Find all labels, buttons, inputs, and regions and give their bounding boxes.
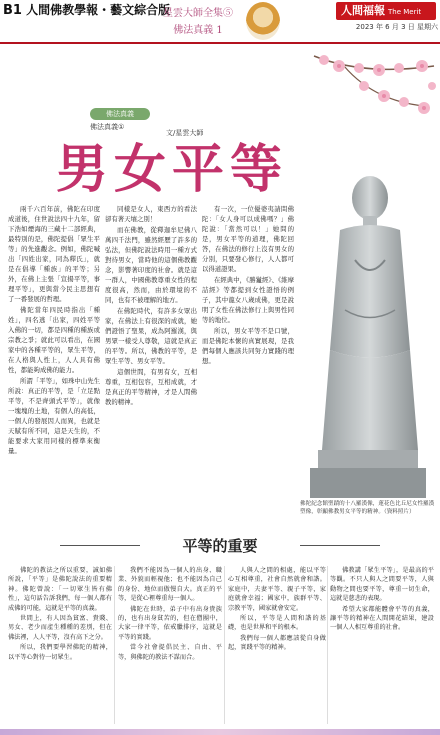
paragraph: 佛陀在世時，弟子中有出身貴族的，也有出身貧苦的，但在僧團中，大家一律平等，依戒臘排序，這就是平等的實踐。: [118, 605, 222, 641]
logo-text: 人間福報: [341, 4, 385, 17]
article-title: 男女平等: [56, 139, 289, 200]
photo-caption: 佛陀紀念館聖蹟的十八羅漢像，蓮花色比丘尼女性羅漢塑像，彰顯佛教男女平等的精神。（資料照片）: [300, 501, 435, 515]
cherry-blossom-illustration: [304, 46, 440, 136]
byline: 文/星雲大師: [166, 129, 204, 137]
lower-column-2: [118, 566, 222, 726]
paragraph: 人與人之間的相處，能以平等心互相尊重，社會自然就會和諧。家庭中，夫妻平等、親子平等，家庭就會幸福；國家中，族群平等、宗教平等，國家就會安定。: [228, 567, 326, 612]
paragraph: 而在佛教，從釋迦牟尼佛八萬四千法門，雖然經歷了許多的弘法，但佛陀說法時用一種方式對待男女，當時他的這個佛教觀念，影響著印度的社會。就是這一群人，中國佛教尊重女性的程度很高，然而，由於環境的不同，也有不被理解的地方。: [105, 226, 197, 304]
paragraph: 我們不能因為一個人的出身、職業、外貌而輕視他；也不能因為自己的身份、地位而傲慢自大。真正的平等，是從心裡尊重每一個人。: [118, 567, 222, 603]
section-heading: 平等的重要: [182, 537, 258, 555]
logo-english: The Merit Times: [341, 8, 422, 35]
heading-rule-right: [300, 545, 380, 546]
paragraph: 所以，平等是人間和諧的基礎，也是世界和平的根本。: [228, 615, 326, 632]
lower-column-4: [330, 566, 434, 726]
page-header: [0, 0, 440, 44]
paragraph: 佛陀的教法之所以重要，誠如佛所說，「平等」是佛陀說法的重要精神。佛陀曾說：「一切眾生皆有佛性」，這句話告訴我們，每一個人都有成佛的可能，這就是平等的真義。: [8, 567, 112, 612]
paragraph: 同樣是女人，東西方的看法卻有著天壤之別！: [105, 205, 197, 223]
paragraph: 這個世間，有男有女，互相尊重，互相包容，互相成就，才是真正的平等精神，才是人間佛教的精神。: [105, 368, 197, 406]
article-column-2: [105, 204, 197, 522]
paragraph: 當今社會提倡民主、自由、平等，與佛陀的教法不謀而合。: [118, 644, 222, 661]
page-code: B1: [3, 3, 22, 18]
paragraph: 所以，男女平等不是口號，而是佛陀本懷的真實展現，是我們每個人應該共同努力實踐的理想。: [202, 327, 294, 365]
footer-decoration: [0, 729, 440, 735]
issue-date: 2023 年 6 月 3 日 星期六: [355, 23, 438, 31]
series-name: 星雲大師全集⑤: [163, 8, 233, 19]
series-column: [155, 4, 241, 36]
paragraph: 希望大家都能體會平等的真義，讓平等的精神在人間開花結果，建設一個人人相互尊重的社會。: [330, 605, 434, 632]
master-portrait-image: [246, 2, 280, 40]
column-label-block: [90, 108, 160, 140]
arhat-statue-photo: [300, 150, 436, 500]
paragraph: 世間上，有人因為貧富、貴賤、男女、老少而產生種種的差別，但在佛法裡，人人平等，沒有高下之分。: [8, 615, 112, 641]
section-title: [3, 1, 170, 18]
paragraph: 在經典中，《勝鬘經》、《維摩詰經》等都提到女性證悟的例子，其中龍女八歲成佛，更是說明了女性在佛法修行上與男性同等的地位。: [202, 276, 294, 324]
lower-column-3: [228, 566, 326, 726]
section-heading-block: [0, 534, 440, 558]
article-column-1: [8, 204, 100, 522]
column-divider: [327, 566, 328, 724]
column-divider: [114, 566, 115, 724]
paragraph: 佛教講「眾生平等」，是最高的平等觀。不只人與人之間要平等，人與動物之間也要平等，尊重一切生命，這就是慈悲的表現。: [330, 567, 434, 603]
column-sub: 佛法真義①: [90, 123, 125, 131]
paragraph: 所以，我們要學習佛陀的精神，以平等心對待一切眾生。: [8, 644, 112, 661]
paragraph: 兩千六百年前，佛陀在印度成道後，住世說法四十九年，留下浩如煙海的三藏十二部經典，最特別的是，佛陀提倡「眾生平等」的先進觀念。例如，佛陀喊出「四姓出家，同為釋氏」，就是在倡導「種族」的平等；另外，在佛上主張「宣揚平等，事理平等」，更與當今民主思想有了一番發展的哲理。: [8, 205, 100, 303]
paragraph: 所謂「平等」，如珠中山先生所說：真正的平等，是「立足點平等，不是齊頭式平等」，就像一塊塊的土地，有個人的高低，一個人的發展因人而異，也就是天賦有所不同，這是天生的，不能要求大家用同樣的標準來衡量。: [8, 377, 100, 455]
lower-column-1: [8, 566, 112, 726]
article-column-3: [202, 204, 294, 522]
heading-rule-left: [60, 545, 140, 546]
paragraph: 有一次，一位優婆夷請問佛陀：「女人身可以成佛嗎？」佛陀說：「當然可以！」她問的是，男女平等的道理，佛陀回答，在佛法的修行上沒有男女的分別，只要發心修行，人人都可以得道證果。: [202, 205, 294, 273]
paragraph: 佛陀當年四民時指出「種姓」，四名逃「出家，四姓平等入佛的一切，都是四種的種族或宗教之爭；就此可以看出，在國家中的各種平等的，眾生平等，在人格與人性上，人人具有佛性，都能夠成佛的能力。: [8, 306, 100, 374]
column-label: 佛法真義: [90, 108, 150, 120]
series-sub: 佛法真義 1: [173, 25, 223, 36]
column-divider: [224, 566, 225, 724]
paragraph: 在佛陀時代，有許多女眾出家，在佛法上有很深的成就，她們證悟了聖果，成為阿羅漢，與男眾一樣受人尊敬，這就是真正的平等。所以，佛教的平等，是眾生平等、男女平等。: [105, 307, 197, 365]
paragraph: 我們每一個人都應該從自身做起，實踐平等的精神。: [228, 634, 326, 652]
section-name: 人間佛教學報・藝文綜合版: [26, 3, 171, 17]
